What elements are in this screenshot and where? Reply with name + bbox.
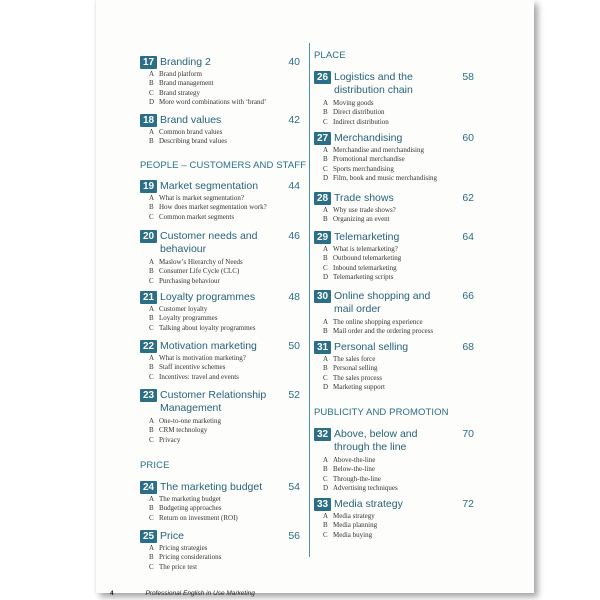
unit-number-badge: 32 [314, 428, 331, 441]
subtopic-letter: C [149, 276, 154, 285]
subtopic-letter: A [323, 355, 329, 363]
subtopic-item [323, 484, 398, 493]
subtopic-letter: B [149, 314, 154, 323]
page-footer [110, 590, 255, 597]
subtopic-letter: B [323, 465, 328, 474]
subtopic-item [323, 465, 398, 474]
unit-title-line: Media strategy [334, 498, 403, 510]
section-heading-people: PEOPLE – CUSTOMERS AND STAFF [140, 160, 307, 171]
unit-number-badge: 30 [314, 290, 331, 303]
unit-title-line: Motivation marketing [160, 340, 257, 352]
subtopic-text: Pricing strategies [159, 544, 208, 552]
unit-subtopics [149, 305, 256, 333]
unit-subtopics [149, 128, 227, 147]
subtopic-item [149, 514, 238, 523]
subtopic-item [149, 98, 266, 107]
unit-page-number: 62 [462, 192, 474, 204]
subtopic-letter: B [149, 504, 154, 513]
subtopic-letter: C [149, 212, 154, 221]
subtopic-letter: C [149, 323, 154, 332]
subtopic-letter: B [149, 79, 154, 88]
subtopic-item [149, 417, 221, 426]
subtopic-letter: C [323, 117, 328, 126]
footer-page-number: 4 [110, 590, 114, 597]
unit-subtopics [323, 245, 401, 283]
unit-title-line: Branding 2 [160, 56, 211, 68]
unit-page-number: 50 [288, 340, 300, 352]
subtopic-letter: A [323, 245, 329, 253]
subtopic-item [323, 165, 437, 174]
unit-page-number: 70 [462, 428, 474, 440]
unit-subtopics [323, 99, 389, 127]
unit-title-line: Management [160, 402, 222, 414]
subtopic-item [323, 364, 385, 373]
subtopic-item [149, 277, 243, 286]
subtopic-text: Maslow’s Hierarchy of Needs [159, 258, 243, 266]
subtopic-text: Brand strategy [159, 88, 201, 97]
subtopic-item [149, 314, 256, 323]
subtopic-text: Loyalty programmes [159, 314, 218, 323]
subtopic-text: Telemarketing scripts [333, 273, 394, 282]
column-divider [309, 43, 310, 557]
subtopic-text: Why use trade shows? [333, 206, 396, 214]
subtopic-text: Pricing considerations [159, 553, 222, 562]
subtopic-letter: A [149, 128, 155, 136]
subtopic-item [323, 531, 377, 540]
subtopic-item [323, 146, 437, 155]
subtopic-item [323, 355, 385, 364]
unit-subtopics [323, 512, 377, 540]
unit-page-number: 44 [288, 180, 300, 192]
unit-title-line: Merchandising [334, 132, 403, 144]
section-heading-publicity: PUBLICITY AND PROMOTION [314, 407, 449, 418]
unit-subtopics [149, 495, 238, 523]
subtopic-item [149, 79, 266, 88]
subtopic-text: Organizing an event [333, 215, 390, 224]
unit-page-number: 72 [462, 498, 474, 510]
subtopic-text: Brand management [159, 79, 214, 88]
subtopic-letter: C [323, 530, 328, 539]
subtopic-item [149, 373, 246, 382]
subtopic-letter: A [149, 354, 155, 362]
subtopic-text: Merchandise and merchandising [333, 146, 424, 154]
subtopic-letter: D [323, 174, 329, 183]
unit-page-number: 40 [288, 56, 300, 68]
subtopic-item [149, 258, 243, 267]
unit-number-badge: 18 [140, 114, 157, 127]
subtopic-letter: A [149, 194, 155, 202]
subtopic-letter: B [149, 553, 154, 562]
subtopic-text: What is market segmentation? [159, 194, 244, 202]
subtopic-text: Marketing support [333, 383, 385, 392]
subtopic-letter: B [149, 426, 154, 435]
subtopic-item [149, 137, 227, 146]
subtopic-letter: A [323, 318, 329, 326]
unit-title-line: mail order [334, 303, 381, 315]
unit-title-line: through the line [334, 441, 407, 453]
unit-title-line: Above, below and [334, 428, 418, 440]
subtopic-text: Above-the-line [333, 456, 376, 464]
subtopic-letter: A [149, 305, 155, 313]
subtopic-text: The marketing budget [159, 495, 221, 503]
subtopic-text: Incentives: travel and events [159, 372, 239, 381]
subtopic-letter: B [323, 108, 328, 117]
subtopic-text: CRM technology [159, 426, 208, 435]
unit-subtopics [149, 544, 221, 572]
unit-title-line: Customer Relationship [160, 389, 267, 401]
subtopic-letter: A [149, 70, 155, 78]
unit-title-line: Logistics and the [334, 71, 413, 83]
subtopic-item [149, 267, 243, 276]
subtopic-letter: C [323, 373, 328, 382]
subtopic-text: Media strategy [333, 512, 375, 520]
subtopic-item [149, 128, 227, 137]
unit-title-line: distribution chain [334, 84, 413, 96]
subtopic-item [149, 426, 221, 435]
subtopic-text: Consumer Life Cycle (CLC) [159, 267, 240, 276]
subtopic-letter: A [323, 99, 329, 107]
subtopic-item [323, 383, 385, 392]
subtopic-item [323, 475, 398, 484]
subtopic-item [149, 305, 256, 314]
subtopic-item [149, 324, 256, 333]
unit-title-line: Telemarketing [334, 231, 400, 243]
unit-title-line: Loyalty programmes [160, 291, 256, 303]
unit-number-badge: 19 [140, 180, 157, 193]
subtopic-letter: B [149, 267, 154, 276]
subtopic-item [149, 194, 267, 203]
subtopic-item [149, 213, 267, 222]
subtopic-letter: D [323, 484, 329, 493]
unit-page-number: 42 [288, 114, 300, 126]
subtopic-text: The sales process [333, 373, 382, 382]
unit-title-line: Market segmentation [160, 180, 259, 192]
unit-number-badge: 26 [314, 71, 331, 84]
subtopic-item [149, 553, 221, 562]
subtopic-letter: C [149, 513, 154, 522]
subtopic-letter: C [323, 164, 328, 173]
unit-number-badge: 29 [314, 231, 331, 244]
unit-number-badge: 27 [314, 132, 331, 145]
unit-number-badge: 31 [314, 341, 331, 354]
subtopic-text: Media buying [333, 530, 373, 539]
subtopic-item [323, 327, 433, 336]
subtopic-letter: B [149, 203, 154, 212]
subtopic-text: Moving goods [333, 99, 374, 107]
unit-subtopics [149, 194, 267, 222]
unit-subtopics [149, 354, 246, 382]
subtopic-item [323, 155, 437, 164]
subtopic-text: The price test [159, 562, 198, 571]
subtopic-item [149, 203, 267, 212]
unit-number-badge: 25 [140, 530, 157, 543]
subtopic-text: Common brand values [159, 128, 223, 136]
subtopic-item [323, 99, 389, 108]
subtopic-letter: A [149, 544, 155, 552]
subtopic-letter: B [323, 521, 328, 530]
footer-title: Professional English in Use Marketing [145, 590, 255, 597]
subtopic-text: Personal selling [333, 364, 378, 373]
subtopic-item [323, 374, 385, 383]
unit-subtopics [149, 70, 266, 108]
unit-page-number: 66 [462, 290, 474, 302]
subtopic-item [149, 504, 238, 513]
subtopic-item [149, 544, 221, 553]
subtopic-item [149, 363, 246, 372]
section-heading-place: PLACE [314, 50, 346, 61]
subtopic-letter: D [323, 273, 329, 282]
unit-page-number: 48 [288, 291, 300, 303]
unit-subtopics [323, 318, 433, 337]
subtopic-letter: A [323, 206, 329, 214]
subtopic-letter: C [149, 562, 154, 571]
subtopic-letter: C [323, 474, 328, 483]
unit-title-line: Price [160, 530, 184, 542]
subtopic-text: Customer loyalty [159, 305, 208, 313]
subtopic-item [149, 436, 221, 445]
subtopic-item [323, 264, 401, 273]
subtopic-text: Common market segments [159, 212, 235, 221]
subtopic-item [323, 215, 396, 224]
unit-subtopics [149, 417, 221, 445]
subtopic-letter: A [149, 495, 155, 503]
subtopic-text: How does market segmentation work? [159, 203, 267, 212]
subtopic-letter: A [149, 417, 155, 425]
subtopic-letter: C [149, 372, 154, 381]
subtopic-letter: B [323, 327, 328, 336]
unit-number-badge: 22 [140, 340, 157, 353]
subtopic-text: The online shopping experience [333, 318, 423, 326]
unit-number-badge: 28 [314, 192, 331, 205]
unit-title-line: behaviour [160, 243, 207, 255]
subtopic-text: Mail order and the ordering process [333, 327, 434, 336]
subtopic-item [323, 118, 389, 127]
subtopic-letter: A [323, 146, 329, 154]
unit-title-line: Personal selling [334, 341, 409, 353]
unit-page-number: 58 [462, 71, 474, 83]
subtopic-text: Privacy [159, 435, 181, 444]
subtopic-letter: B [323, 215, 328, 224]
subtopic-letter: A [323, 456, 329, 464]
unit-subtopics [323, 206, 396, 225]
unit-number-badge: 23 [140, 389, 157, 402]
unit-subtopics [323, 146, 437, 184]
subtopic-letter: C [149, 88, 154, 97]
subtopic-letter: A [149, 258, 155, 266]
subtopic-item [323, 521, 377, 530]
subtopic-text: Below-the-line [333, 465, 375, 474]
unit-page-number: 52 [288, 389, 300, 401]
unit-page-number: 54 [288, 481, 300, 493]
unit-title-line: Trade shows [334, 192, 394, 204]
unit-page-number: 56 [288, 530, 300, 542]
subtopic-item [323, 206, 396, 215]
subtopic-item [323, 254, 401, 263]
subtopic-text: Through-the-line [333, 474, 381, 483]
subtopic-item [149, 354, 246, 363]
unit-subtopics [149, 258, 243, 286]
unit-title-line: Brand values [160, 114, 222, 126]
subtopic-text: Budgeting approaches [159, 504, 222, 513]
subtopic-item [323, 108, 389, 117]
subtopic-letter: D [149, 98, 155, 107]
subtopic-text: Direct distribution [333, 108, 385, 117]
unit-page-number: 46 [288, 230, 300, 242]
subtopic-letter: B [149, 363, 154, 372]
book-page [96, 0, 534, 597]
unit-page-number: 60 [462, 132, 474, 144]
unit-page-number: 64 [462, 231, 474, 243]
unit-number-badge: 24 [140, 481, 157, 494]
subtopic-text: Return on investment (ROI) [159, 513, 238, 522]
subtopic-text: Outbound telemarketing [333, 254, 402, 263]
subtopic-letter: B [323, 364, 328, 373]
subtopic-item [149, 495, 238, 504]
unit-number-badge: 20 [140, 230, 157, 243]
subtopic-text: Sports merchandising [333, 164, 394, 173]
subtopic-item [323, 456, 398, 465]
subtopic-text: Media planning [333, 521, 378, 530]
subtopic-text: Promotional merchandise [333, 155, 405, 164]
subtopic-text: Inbound telemarketing [333, 263, 397, 272]
unit-subtopics [323, 456, 398, 494]
subtopic-text: Brand platform [159, 70, 202, 78]
subtopic-letter: B [149, 137, 154, 146]
unit-number-badge: 21 [140, 291, 157, 304]
unit-title-line: Online shopping and [334, 290, 431, 302]
subtopic-item [149, 89, 266, 98]
subtopic-letter: A [323, 512, 329, 520]
subtopic-text: Purchasing behaviour [159, 276, 220, 285]
subtopic-text: Describing brand values [159, 137, 228, 146]
subtopic-item [149, 563, 221, 572]
subtopic-text: Indirect distribution [333, 117, 389, 126]
subtopic-letter: C [149, 435, 154, 444]
subtopic-text: Advertising techniques [333, 484, 398, 493]
subtopic-text: More word combinations with ‘brand’ [159, 98, 267, 107]
subtopic-item [149, 70, 266, 79]
subtopic-text: Staff incentive schemes [159, 363, 226, 372]
subtopic-text: The sales force [333, 355, 376, 363]
unit-title-line: The marketing budget [160, 481, 263, 493]
unit-number-badge: 17 [140, 56, 157, 69]
subtopic-letter: C [323, 263, 328, 272]
subtopic-item [323, 245, 401, 254]
section-heading-price: PRICE [140, 460, 170, 471]
subtopic-letter: B [323, 254, 328, 263]
unit-number-badge: 33 [314, 498, 331, 511]
subtopic-item [323, 318, 433, 327]
subtopic-item [323, 512, 377, 521]
subtopic-text: One-to-one marketing [159, 417, 222, 425]
unit-title-line: Customer needs and [160, 230, 258, 242]
subtopic-text: Film, book and music merchandising [333, 174, 438, 183]
subtopic-item [323, 273, 401, 282]
subtopic-text: What is telemarketing? [333, 245, 398, 253]
subtopic-text: Talking about loyalty programmes [159, 323, 256, 332]
subtopic-item [323, 174, 437, 183]
unit-page-number: 68 [462, 341, 474, 353]
unit-subtopics [323, 355, 385, 393]
subtopic-text: What is motivation marketing? [159, 354, 246, 362]
subtopic-letter: B [323, 155, 328, 164]
subtopic-letter: D [323, 383, 329, 392]
